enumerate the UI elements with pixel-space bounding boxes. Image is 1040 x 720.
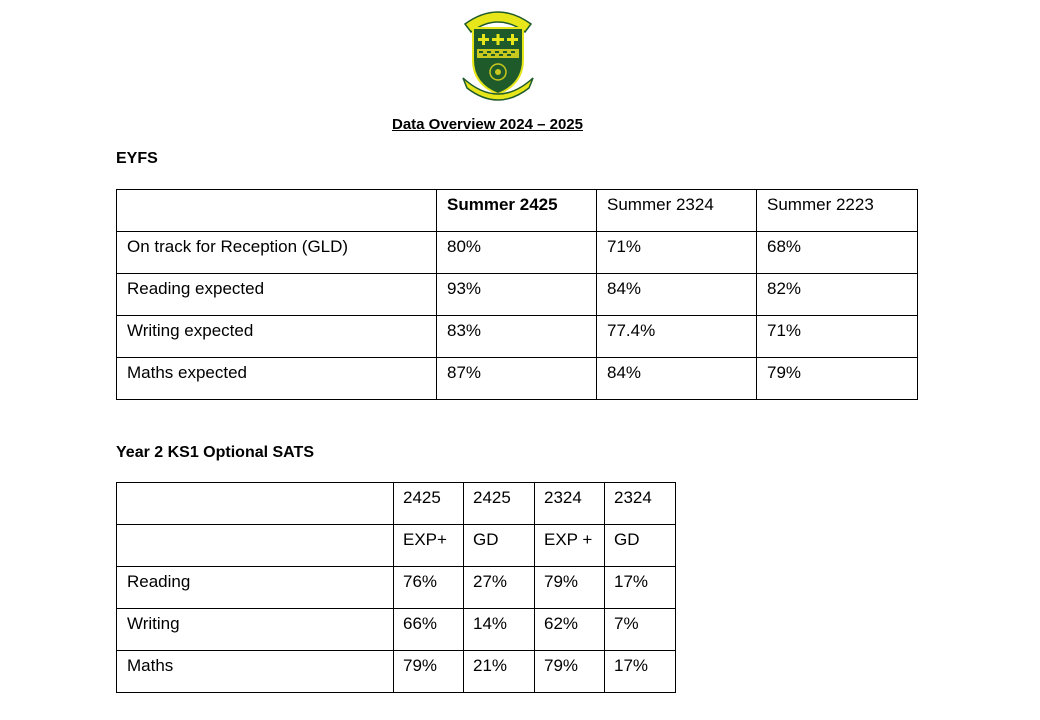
- table-cell: 71%: [597, 232, 757, 274]
- header-cell: Summer 2425: [437, 190, 597, 232]
- row-label: Maths expected: [117, 358, 437, 400]
- table-cell: 68%: [757, 232, 918, 274]
- table-cell: 14%: [464, 609, 535, 651]
- row-label: Writing: [117, 609, 394, 651]
- table-cell: 93%: [437, 274, 597, 316]
- header-cell: [117, 525, 394, 567]
- header-cell: Summer 2324: [597, 190, 757, 232]
- table-row: [117, 609, 676, 651]
- table-cell: 77.4%: [597, 316, 757, 358]
- header-cell: 2425: [464, 483, 535, 525]
- table-cell: 79%: [394, 651, 464, 693]
- table-cell: 66%: [394, 609, 464, 651]
- table-cell: 79%: [535, 567, 605, 609]
- table-cell: 76%: [394, 567, 464, 609]
- school-crest-icon: [461, 6, 535, 102]
- row-label: Writing expected: [117, 316, 437, 358]
- header-cell: GD: [464, 525, 535, 567]
- table-cell: 84%: [597, 274, 757, 316]
- table-cell: 21%: [464, 651, 535, 693]
- table-cell: 80%: [437, 232, 597, 274]
- table-header-row: [117, 483, 676, 525]
- table-cell: 17%: [605, 651, 676, 693]
- table-cell: 79%: [535, 651, 605, 693]
- row-label: Reading expected: [117, 274, 437, 316]
- table-header-row: [117, 190, 918, 232]
- row-label: On track for Reception (GLD): [117, 232, 437, 274]
- row-label: Maths: [117, 651, 394, 693]
- table-cell: 82%: [757, 274, 918, 316]
- header-cell: [117, 190, 437, 232]
- table-row: [117, 274, 918, 316]
- school-crest-logo: [461, 6, 535, 102]
- header-cell: 2324: [605, 483, 676, 525]
- row-label: Reading: [117, 567, 394, 609]
- eyfs-heading: EYFS: [116, 150, 158, 167]
- header-cell: Summer 2223: [757, 190, 918, 232]
- table-row: [117, 651, 676, 693]
- table-cell: 27%: [464, 567, 535, 609]
- table-cell: 83%: [437, 316, 597, 358]
- ks1-heading: Year 2 KS1 Optional SATS: [116, 444, 314, 461]
- header-cell: EXP+: [394, 525, 464, 567]
- table-cell: 87%: [437, 358, 597, 400]
- table-header-row: [117, 525, 676, 567]
- table-row: [117, 232, 918, 274]
- table-cell: 71%: [757, 316, 918, 358]
- table-cell: 7%: [605, 609, 676, 651]
- table-cell: 62%: [535, 609, 605, 651]
- ks1-table: [116, 482, 676, 693]
- eyfs-table: [116, 189, 918, 400]
- table-cell: 17%: [605, 567, 676, 609]
- table-row: [117, 567, 676, 609]
- document-title: Data Overview 2024 – 2025: [392, 116, 583, 133]
- table-cell: 79%: [757, 358, 918, 400]
- table-cell: 84%: [597, 358, 757, 400]
- header-cell: 2324: [535, 483, 605, 525]
- header-cell: 2425: [394, 483, 464, 525]
- table-row: [117, 316, 918, 358]
- header-cell: EXP +: [535, 525, 605, 567]
- header-cell: GD: [605, 525, 676, 567]
- table-row: [117, 358, 918, 400]
- header-cell: [117, 483, 394, 525]
